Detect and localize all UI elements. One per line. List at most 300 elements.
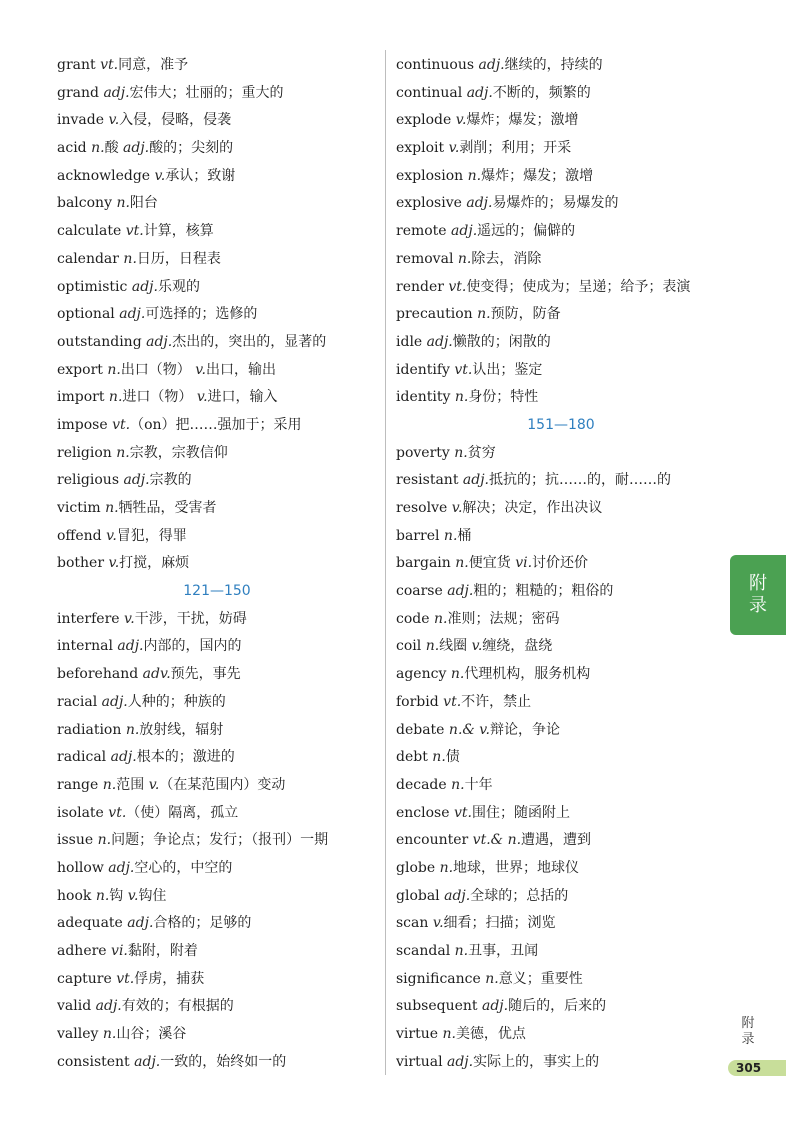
entry-definition: 有效的；有根据的 (121, 998, 234, 1015)
right-column (396, 52, 726, 1076)
entry-word: explosion (396, 167, 464, 184)
vocab-entry (396, 1049, 726, 1077)
entry-definition: 一致的，始终如一的 (160, 1053, 287, 1070)
entry-word: decade (396, 776, 447, 793)
entry-definition: 出口（物） (120, 361, 196, 378)
entry-definition: 钩 (109, 887, 128, 904)
vocab-entry (396, 218, 726, 246)
entry-part-of-speech: v. (108, 555, 120, 572)
vocab-entry (396, 384, 726, 412)
entry-definition: 空心的，中空的 (134, 859, 233, 876)
entry-definition: 易爆炸的；易爆发的 (492, 195, 619, 212)
vocab-entry (57, 606, 377, 634)
entry-word: acid (57, 140, 87, 157)
entry-word: adhere (57, 943, 107, 959)
entry-word: remote (396, 223, 447, 240)
entry-part-of-speech: vt. (453, 804, 472, 821)
entry-definition: 随后的，后来的 (508, 998, 607, 1015)
vocab-entry (57, 163, 377, 191)
entry-word: debate (396, 721, 445, 738)
footer-appendix-label (736, 1016, 760, 1048)
entry-definition: 宗教，宗教信仰 (129, 444, 228, 461)
entry-definition: 贫穷 (467, 444, 496, 461)
footer-label-line1: 附 (741, 1016, 755, 1031)
entry-part-of-speech: n. (105, 500, 119, 516)
entry-definition: 入侵，侵略，侵袭 (119, 112, 232, 129)
entry-part-of-speech: adj. (108, 859, 135, 876)
vocab-entry (396, 440, 726, 468)
vocab-entry (396, 329, 726, 357)
entry-part-of-speech: n. (455, 555, 469, 572)
entry-part-of-speech: n. (433, 610, 448, 627)
entry-word: resistant (396, 472, 459, 489)
entry-part-of-speech: adj. (117, 638, 144, 655)
entry-definition: 预防，防备 (490, 306, 561, 323)
entry-part-of-speech: vt. (448, 278, 467, 295)
entry-part-of-speech: n. (443, 527, 458, 544)
entry-definition: 日历，日程表 (136, 250, 221, 267)
entry-word: resolve (396, 500, 448, 516)
entry-part-of-speech-2: v. (127, 887, 139, 904)
vocab-entry (396, 80, 726, 108)
entry-word: bargain (396, 555, 451, 572)
entry-part-of-speech: adj. (146, 333, 173, 350)
vocab-entry (396, 800, 726, 828)
vocab-entry (396, 301, 726, 329)
vocab-entry (57, 966, 377, 994)
entry-word: continual (396, 84, 463, 101)
entry-word: issue (57, 832, 94, 849)
entry-definition: 问题；争论点；发行；（报刊）一期 (111, 832, 329, 849)
footer-label-line2: 录 (741, 1032, 755, 1047)
entry-part-of-speech: n. (91, 140, 105, 157)
entry-word: religion (57, 444, 112, 461)
vocab-entry (396, 883, 726, 911)
vocab-entry (57, 717, 377, 745)
entry-definition-2: 讨价还价 (532, 555, 589, 572)
entry-word: bother (57, 555, 105, 572)
entry-part-of-speech: adj. (451, 223, 478, 240)
vocab-entry (57, 412, 377, 440)
entry-definition: 准则；法规；密码 (447, 610, 560, 627)
section-header: 151—180 (527, 416, 595, 433)
entry-word: calendar (57, 250, 119, 267)
entry-definition: 乐观的 (157, 278, 200, 295)
entry-word: coarse (396, 583, 443, 600)
vocab-entry (57, 883, 377, 911)
entry-word: explode (396, 112, 452, 129)
entry-part-of-speech: n. (454, 389, 469, 406)
vocab-entry (396, 910, 726, 938)
vocab-entry (57, 329, 377, 357)
entry-part-of-speech: n.& v. (448, 721, 490, 738)
vocab-entry (396, 274, 726, 302)
vocab-entry (57, 689, 377, 717)
entry-definition: 剥削；利用；开采 (459, 140, 572, 157)
entry-part-of-speech: n. (454, 943, 469, 959)
entry-definition: 放射线，辐射 (139, 721, 224, 738)
entry-part-of-speech: adj. (123, 472, 150, 489)
entry-word: balcony (57, 195, 112, 212)
entry-word: continuous (396, 57, 475, 73)
entry-definition: 使变得；使成为；呈递；给予；表演 (466, 278, 691, 295)
entry-word: adequate (57, 915, 123, 932)
entry-word: virtual (396, 1053, 443, 1070)
entry-part-of-speech: v. (124, 610, 135, 627)
page-number: 305 (736, 1061, 762, 1075)
vocab-entry (396, 163, 726, 191)
vocab-entry (396, 689, 726, 717)
entry-part-of-speech: n. (97, 832, 112, 849)
vocab-entry (57, 523, 377, 551)
vocab-entry (396, 523, 726, 551)
entry-part-of-speech: adj. (466, 195, 493, 212)
entry-word: valley (57, 1026, 99, 1043)
entry-part-of-speech: n. (116, 444, 130, 461)
entry-part-of-speech: vi. (111, 943, 128, 959)
entry-part-of-speech: v. (154, 167, 166, 184)
entry-definition: 同意，准予 (118, 57, 189, 73)
page-number-badge (728, 1060, 786, 1076)
entry-definition: 冒犯，得罪 (116, 527, 187, 544)
entry-word: render (396, 278, 444, 295)
entry-definition: 除去，消除 (471, 250, 542, 267)
entry-definition: 实际上的，事实上的 (473, 1053, 600, 1070)
entry-definition: 丑事，丑闻 (468, 943, 539, 959)
entry-word: exploit (396, 140, 445, 157)
entry-part-of-speech: vt.& n. (472, 832, 522, 849)
vocab-entry (57, 107, 377, 135)
entry-part-of-speech: adj. (466, 84, 493, 101)
entry-word: import (57, 389, 105, 406)
vocab-entry (396, 467, 726, 495)
entry-definition: 杰出的，突出的，显著的 (172, 333, 327, 350)
entry-part-of-speech: n. (102, 1026, 117, 1043)
entry-word: significance (396, 970, 481, 987)
entry-word: idle (396, 333, 423, 350)
vocab-entry (57, 800, 377, 828)
entry-definition: 十年 (464, 776, 493, 793)
entry-word: impose (57, 416, 108, 433)
entry-word: explosive (396, 195, 462, 212)
entry-word: identity (396, 389, 451, 406)
side-tab-line2: 录 (749, 595, 767, 616)
entry-definition: 意义；重要性 (498, 970, 583, 987)
entry-part-of-speech: adj. (131, 278, 158, 295)
entry-word: consistent (57, 1053, 130, 1070)
entry-part-of-speech: n. (108, 389, 123, 406)
vocab-entry (396, 495, 726, 523)
entry-definition: 爆炸；爆发；激增 (466, 112, 579, 129)
entry-word: religious (57, 472, 120, 489)
entry-word: acknowledge (57, 167, 151, 184)
entry-word: scandal (396, 943, 451, 959)
entry-word: enclose (396, 804, 450, 821)
column-divider (385, 50, 386, 1075)
entry-part-of-speech: n. (454, 444, 468, 461)
entry-part-of-speech: adj. (482, 998, 509, 1015)
entry-part-of-speech: v. (451, 500, 463, 516)
entry-definition: 解决；决定，作出决议 (462, 500, 603, 516)
entry-definition: 便宜货 (468, 555, 516, 572)
vocab-entry (396, 1021, 726, 1049)
entry-part-of-speech: n. (442, 1026, 456, 1043)
entry-word: global (396, 887, 440, 904)
entry-part-of-speech: adj. (426, 333, 453, 350)
entry-definition: 宏伟大；壮丽的；重大的 (129, 84, 284, 101)
entry-definition-2: 进口，输入 (207, 389, 278, 406)
entry-word: radiation (57, 721, 122, 738)
vocab-entry (396, 661, 726, 689)
entry-part-of-speech-2: vi. (515, 555, 533, 572)
vocab-entry (396, 578, 726, 606)
vocab-entry (57, 495, 377, 523)
entry-word: identify (396, 361, 450, 378)
entry-definition: 爆炸；爆发；激增 (481, 167, 594, 184)
entry-part-of-speech-2: adj. (123, 140, 150, 157)
vocab-entry (396, 135, 726, 163)
entry-definition: 全球的；总括的 (470, 887, 569, 904)
vocab-entry (396, 827, 726, 855)
entry-definition-2: 酸的；尖刻的 (149, 140, 234, 157)
vocab-entry (57, 301, 377, 329)
entry-part-of-speech: vt. (454, 361, 473, 378)
entry-part-of-speech: adj. (101, 693, 128, 710)
entry-word: grand (57, 84, 99, 101)
entry-definition: 遭遇，遭到 (521, 832, 592, 849)
entry-definition-2: （在某范围内）变动 (159, 776, 286, 793)
vocab-entry (57, 633, 377, 661)
entry-part-of-speech: vt. (108, 804, 127, 821)
vocab-entry (57, 218, 377, 246)
entry-part-of-speech: n. (477, 306, 491, 323)
entry-part-of-speech: adj. (110, 749, 137, 766)
entry-word: precaution (396, 306, 473, 323)
vocab-entry (396, 938, 726, 966)
entry-part-of-speech: vt. (116, 970, 135, 987)
entry-definition: 身份；特性 (468, 389, 539, 406)
entry-word: interfere (57, 610, 120, 627)
entry-part-of-speech: v. (455, 112, 467, 129)
entry-definition: 粗的；粗糙的；粗俗的 (473, 583, 614, 600)
vocab-entry (57, 1021, 377, 1049)
vocab-entry (57, 550, 377, 578)
vocab-entry (57, 384, 377, 412)
entry-part-of-speech: adj. (444, 887, 471, 904)
entry-part-of-speech: vt. (112, 416, 131, 433)
entry-part-of-speech: adj. (103, 84, 130, 101)
entry-word: export (57, 361, 103, 378)
entry-part-of-speech: v. (432, 915, 444, 932)
entry-definition: 抵抗的；抗……的，耐……的 (489, 472, 672, 489)
section-header: 121—150 (183, 583, 251, 600)
entry-definition: 人种的；种族的 (127, 693, 226, 710)
entry-word: victim (57, 500, 101, 516)
vocab-entry (396, 246, 726, 274)
entry-word: removal (396, 250, 454, 267)
vocab-entry (57, 467, 377, 495)
entry-part-of-speech: adj. (119, 306, 146, 323)
vocab-entry (396, 606, 726, 634)
entry-word: coil (396, 638, 422, 655)
entry-definition-2: 缠绕，盘绕 (482, 638, 553, 655)
entry-word: poverty (396, 444, 450, 461)
entry-part-of-speech-2: v. (195, 361, 206, 378)
entry-definition: （使）隔离，孤立 (126, 804, 239, 821)
entry-definition: 俘虏，捕获 (134, 970, 205, 987)
entry-part-of-speech-2: v. (196, 389, 208, 406)
vocab-entry (396, 744, 726, 772)
vocab-entry (57, 910, 377, 938)
entry-word: debt (396, 749, 428, 766)
entry-definition: 可选择的；选修的 (145, 306, 258, 323)
entry-definition: 牺牲品，受害者 (118, 500, 217, 516)
entry-part-of-speech: adj. (447, 583, 474, 600)
appendix-side-tab (730, 555, 786, 635)
entry-part-of-speech: n. (432, 749, 446, 766)
entry-definition-2: 钩住 (138, 887, 167, 904)
vocab-entry (396, 772, 726, 800)
entry-word: grant (57, 57, 96, 73)
entry-word: barrel (396, 527, 440, 544)
entry-definition: 不断的，频繁的 (492, 84, 591, 101)
entry-word: code (396, 610, 430, 627)
entry-part-of-speech: adj. (447, 1053, 474, 1070)
entry-definition: 桶 (457, 527, 472, 544)
vocab-entry (396, 357, 726, 385)
vocab-entry (57, 80, 377, 108)
entry-definition-2: 出口，输出 (205, 361, 276, 378)
vocab-entry (57, 744, 377, 772)
vocab-entry (57, 440, 377, 468)
entry-word: invade (57, 112, 104, 129)
vocab-entry (396, 633, 726, 661)
entry-definition: 线圈 (439, 638, 472, 655)
entry-part-of-speech: adj. (478, 57, 505, 73)
entry-definition: 围住；随函附上 (471, 804, 570, 821)
entry-definition: 干涉，干扰，妨碍 (134, 610, 247, 627)
vocab-entry (57, 246, 377, 274)
vocab-entry (57, 855, 377, 883)
entry-word: calculate (57, 223, 122, 240)
vocab-entry (396, 107, 726, 135)
vocab-entry (57, 190, 377, 218)
vocab-entry (57, 827, 377, 855)
vocab-entry (396, 52, 726, 80)
entry-definition: 承认；致谢 (165, 167, 236, 184)
entry-part-of-speech: v. (448, 140, 460, 157)
entry-definition: 遥远的；偏僻的 (477, 223, 576, 240)
entry-definition: 地球，世界；地球仪 (453, 859, 580, 876)
entry-word: forbid (396, 693, 439, 710)
entry-part-of-speech-2: v. (148, 776, 160, 793)
entry-definition: 阳台 (129, 195, 158, 212)
entry-definition: 辩论，争论 (490, 721, 560, 738)
entry-word: agency (396, 666, 447, 683)
entry-part-of-speech: n. (95, 887, 110, 904)
entry-part-of-speech: n. (125, 721, 140, 738)
vocab-entry (396, 855, 726, 883)
entry-definition: 不许，禁止 (461, 693, 532, 710)
entry-word: optimistic (57, 278, 128, 295)
entry-definition: 范围 (116, 776, 149, 793)
vocab-entry (57, 661, 377, 689)
entry-part-of-speech: vt. (125, 223, 144, 240)
entry-definition: 代理机构，服务机构 (464, 666, 591, 683)
entry-part-of-speech: n. (450, 666, 465, 683)
entry-part-of-speech: adj. (134, 1053, 161, 1070)
entry-part-of-speech: n. (123, 250, 137, 267)
entry-definition: 黏附，附着 (127, 943, 198, 959)
entry-part-of-speech: adv. (142, 666, 171, 683)
entry-definition: （on）把……强加于；采用 (130, 416, 302, 433)
vocab-entry (396, 993, 726, 1021)
entry-definition: 预先，事先 (170, 666, 241, 683)
entry-part-of-speech: n. (439, 859, 454, 876)
entry-word: hook (57, 887, 92, 904)
entry-part-of-speech: n. (116, 195, 130, 212)
entry-definition: 计算，核算 (143, 223, 214, 240)
entry-word: offend (57, 527, 102, 544)
entry-word: radical (57, 749, 107, 766)
vocab-entry (396, 717, 726, 745)
entry-word: capture (57, 970, 112, 987)
entry-definition: 合格的；足够的 (153, 915, 252, 932)
entry-definition: 山谷；溪谷 (116, 1026, 187, 1043)
entry-part-of-speech-2: v. (471, 638, 483, 655)
entry-word: racial (57, 693, 98, 710)
entry-word: valid (57, 998, 92, 1015)
entry-part-of-speech: adj. (95, 998, 122, 1015)
entry-definition: 宗教的 (149, 472, 192, 489)
entry-word: virtue (396, 1026, 439, 1043)
entry-part-of-speech: n. (102, 776, 117, 793)
entry-definition: 打搅，麻烦 (119, 555, 190, 572)
entry-definition: 认出；鉴定 (472, 361, 543, 378)
entry-word: optional (57, 306, 115, 323)
vocab-entry (57, 772, 377, 800)
entry-word: outstanding (57, 333, 142, 350)
vocab-entry (57, 993, 377, 1021)
entry-word: encounter (396, 832, 469, 849)
entry-part-of-speech: adj. (462, 472, 490, 489)
vocab-entry (57, 135, 377, 163)
entry-part-of-speech: n. (467, 167, 482, 184)
vocab-entry (57, 1049, 377, 1077)
entry-definition: 进口（物） (122, 389, 197, 406)
entry-definition: 细看；扫描；浏览 (443, 915, 556, 932)
entry-definition: 根本的；激进的 (136, 749, 235, 766)
entry-word: range (57, 776, 99, 793)
entry-word: hollow (57, 859, 104, 876)
entry-word: globe (396, 859, 436, 876)
entry-part-of-speech: n. (457, 250, 472, 267)
vocab-entry (396, 550, 726, 578)
entry-definition: 内部的，国内的 (143, 638, 242, 655)
entry-definition: 酸 (104, 140, 124, 157)
entry-part-of-speech: n. (107, 361, 121, 378)
entry-definition: 懒散的；闲散的 (452, 333, 551, 350)
vocab-entry (57, 52, 377, 80)
vocab-entry (396, 966, 726, 994)
vocab-entry (57, 357, 377, 385)
entry-part-of-speech: n. (485, 970, 499, 987)
vocab-entry (57, 938, 377, 966)
vocab-entry (396, 190, 726, 218)
entry-definition: 美德，优点 (455, 1026, 526, 1043)
entry-definition: 继续的，持续的 (504, 57, 603, 73)
entry-part-of-speech: v. (106, 527, 117, 544)
